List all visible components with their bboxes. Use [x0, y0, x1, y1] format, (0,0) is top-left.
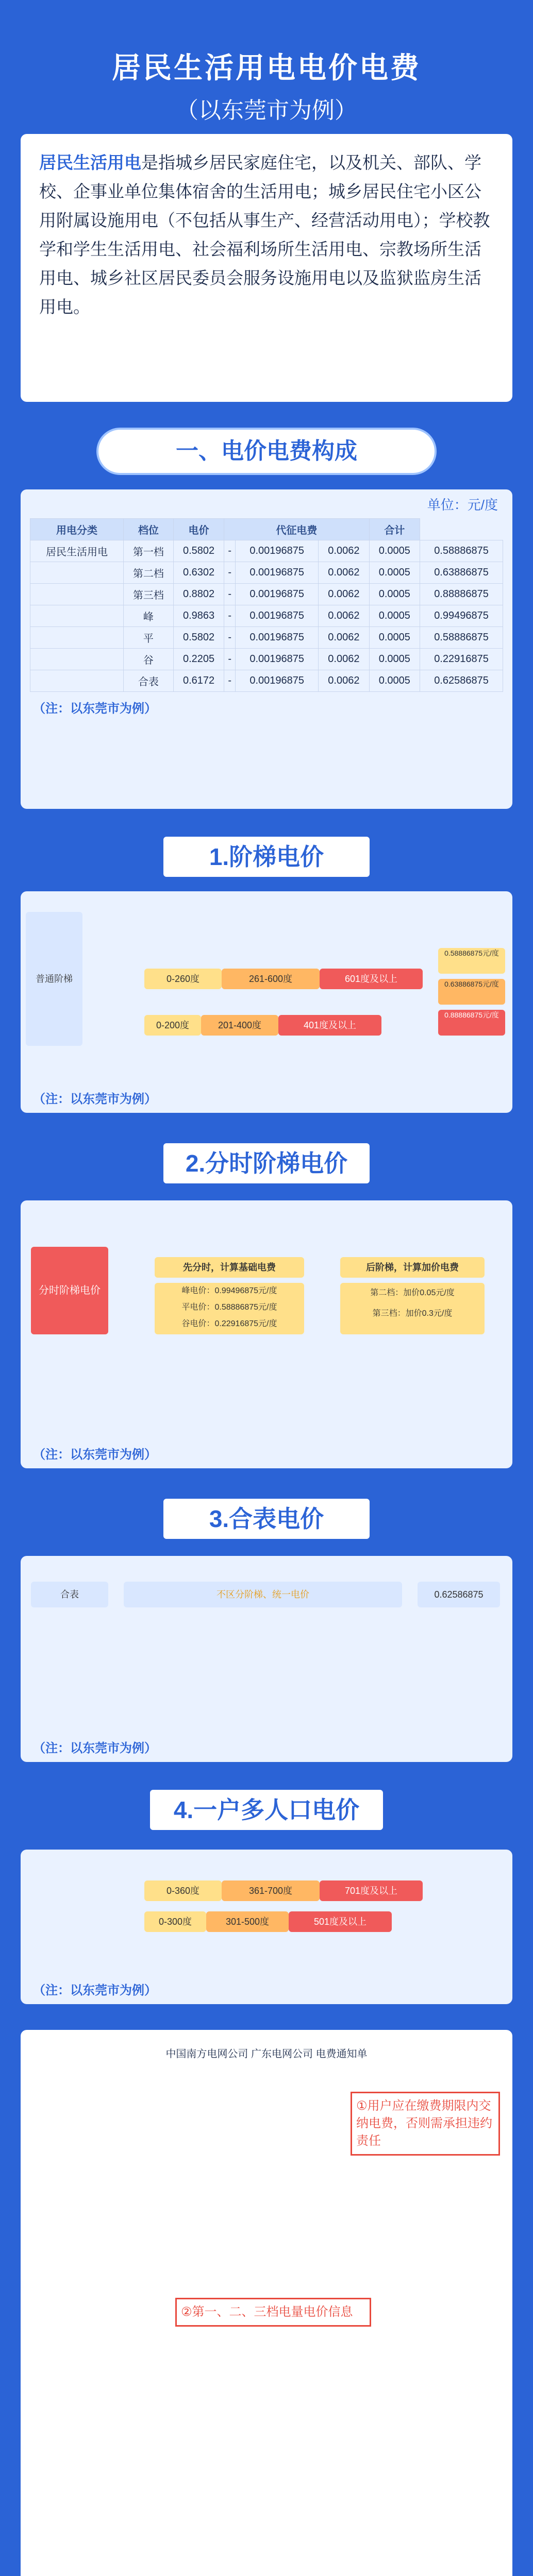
callout-2: ②第一、二、三档电量电价信息 — [175, 2298, 371, 2327]
tier2-1: 0-200度 — [144, 1015, 201, 1036]
tiered-card — [21, 891, 512, 1113]
title-combined: 3.合表电价 — [161, 1497, 372, 1541]
tou-calc: 先分时，计算基础电费 — [155, 1257, 304, 1278]
bill-card — [21, 2030, 512, 2576]
table-row: 第二档 0.6302 - 0.00196875 0.0062 0.0005 0.63886875 — [30, 562, 503, 584]
bill-company: 中国南方电网公司 广东电网公司 电费通知单 — [165, 2048, 368, 2060]
combined-row: 合表 — [31, 1582, 108, 1607]
intro-card — [21, 134, 512, 402]
multi-tier2-2: 301-500度 — [206, 1911, 289, 1932]
price-1: 0.58886875元/度 — [438, 948, 505, 974]
tou-label: 分时阶梯电价 — [31, 1247, 108, 1334]
tier-3: 601度及以上 — [320, 969, 423, 989]
callout-1: ①用户应在缴费期限内交纳电费，否则需承担违约责任 — [351, 2092, 500, 2156]
multi-tier2-1: 0-300度 — [144, 1911, 206, 1932]
multi-tier-2: 361-700度 — [222, 1880, 320, 1901]
table-row: 峰 0.9863 - 0.00196875 0.0062 0.0005 0.99496875 — [30, 605, 503, 627]
tier-2: 261-600度 — [222, 969, 320, 989]
source-note: （注：以东莞市为例） — [33, 1092, 157, 1106]
table-row: 第三档 0.8802 - 0.00196875 0.0062 0.0005 0.88886875 — [30, 584, 503, 605]
tier2-3: 401度及以上 — [278, 1015, 381, 1036]
title-tou: 2.分时阶梯电价 — [161, 1141, 372, 1185]
tou-tier: 后阶梯，计算加价电费 — [340, 1257, 485, 1278]
tou-adds: 第二档：加价0.05元/度 第三档：加价0.3元/度 — [340, 1283, 485, 1334]
intro-text: 是指城乡居民家庭住宅，以及机关、部队、学校、企事业单位集体宿舍的生活用电；城乡居民住宅小区公用附属设施用电（不包括从事生产、经营活动用电）；学校教学和学生生活用电、社会福利场所生活用电、宗教场所生活用电、城乡社区居民委员会服务设施用电以及监狱监房生活用电。 — [39, 153, 490, 316]
tier2-2: 201-400度 — [201, 1015, 278, 1036]
table-row: 谷 0.2205 - 0.00196875 0.0062 0.0005 0.22916875 — [30, 649, 503, 670]
table-row: 平 0.5802 - 0.00196875 0.0062 0.0005 0.58886875 — [30, 627, 503, 649]
multi-tier2-3: 501度及以上 — [289, 1911, 392, 1932]
tier-1: 0-260度 — [144, 969, 222, 989]
tou-card — [21, 1200, 512, 1468]
tier-label: 普通阶梯 — [26, 912, 82, 1046]
hero — [0, 0, 533, 129]
source-note: （注：以东莞市为例） — [33, 1448, 157, 1462]
combined-mid: 不区分阶梯、统一电价 — [124, 1582, 402, 1607]
multi-tier-1: 0-360度 — [144, 1880, 222, 1901]
source-note: （注：以东莞市为例） — [33, 1741, 157, 1755]
title-tiered: 1.阶梯电价 — [161, 835, 372, 879]
table-row: 合表 0.6172 - 0.00196875 0.0062 0.0005 0.62586875 — [30, 670, 503, 692]
multi-tier-3: 701度及以上 — [320, 1880, 423, 1901]
multi-card — [21, 1850, 512, 2004]
intro-lead: 居民生活用电 — [39, 153, 141, 172]
price-table: 用电分类 档位 电价 代征电费 合计 居民生活用电 第一档 0.5802 - 0.00196875 0.0062 0.0005 0.58886875 第二档 0.6302 - 0.00196875 0.0062 0.0005 0.63886875 第三档 0.8802 - 0.00196875 0.0062 0.0005 0.88886875 峰 0.9863 - 0.00196875 0.0062 0.0005 0.99496875 平 0.5802 - 0.00196875 0.0062 0.0005 0.58886875 谷 0.2205 - 0.00196875 0.0062 0.0005 0.22916875 合表 0.6172 - 0.00196875 0.0062 0.0005 0.62586875 — [30, 518, 503, 692]
price-2: 0.63886875元/度 — [438, 979, 505, 1005]
title-multi: 4.一户多人口电价 — [148, 1788, 385, 1832]
price-structure-card — [21, 489, 512, 809]
source-note: （注：以东莞市为例） — [33, 1984, 157, 1997]
source-note: （注：以东莞市为例） — [33, 702, 157, 716]
page-title: 居民生活用电电价电费 — [112, 52, 421, 84]
table-row: 居民生活用电 第一档 0.5802 - 0.00196875 0.0062 0.0005 0.58886875 — [30, 540, 503, 562]
page-subtitle: （以东莞市为例） — [176, 98, 357, 123]
tou-prices: 峰电价：0.99496875元/度 平电价：0.58886875元/度 谷电价：0.22916875元/度 — [155, 1283, 304, 1334]
price-3: 0.88886875元/度 — [438, 1010, 505, 1036]
combined-card — [21, 1556, 512, 1762]
unit-label: 单位：元/度 — [427, 497, 498, 513]
section-title-structure: 一、电价电费构成 — [96, 428, 437, 475]
combined-price: 0.62586875 — [418, 1582, 500, 1607]
